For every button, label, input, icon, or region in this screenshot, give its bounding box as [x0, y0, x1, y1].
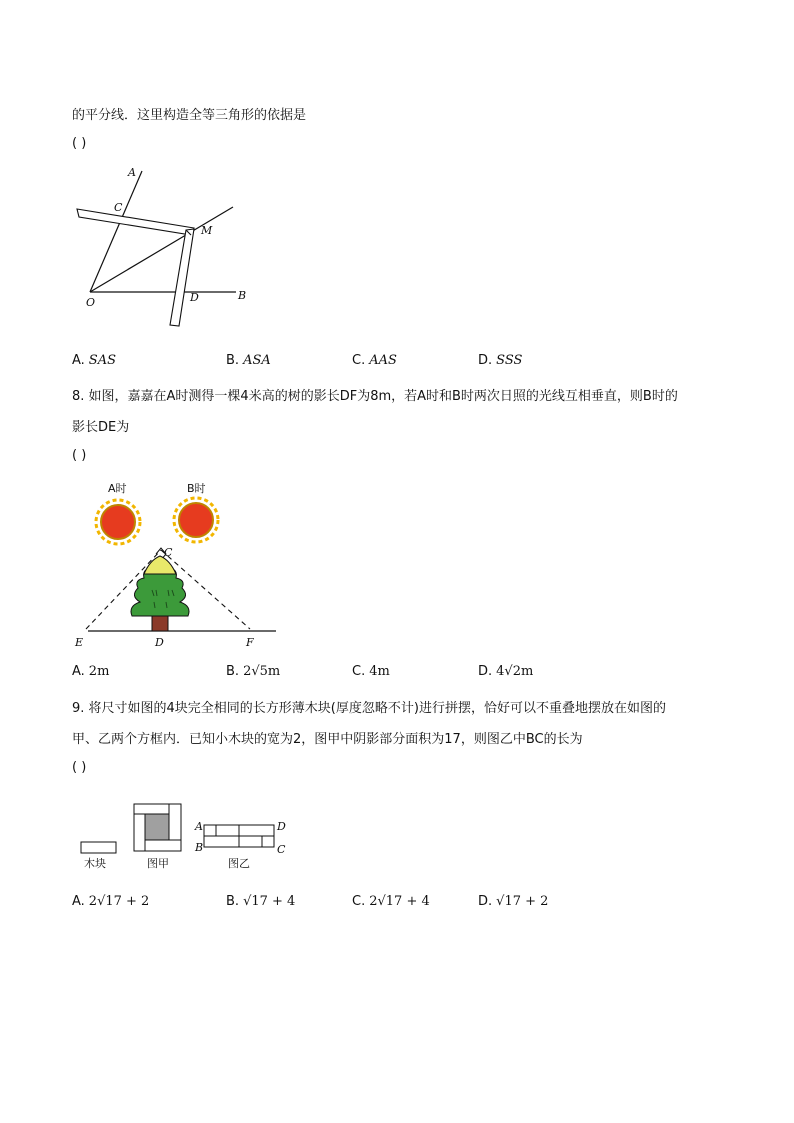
q8-answer-paren: ( ): [72, 448, 87, 463]
figure-yi: [204, 825, 274, 847]
label-a: A: [128, 166, 136, 179]
q8-option-c[interactable]: C. 4m: [352, 664, 390, 679]
q7-figure: [70, 165, 270, 335]
q8-text-line2: 影长DE为: [72, 420, 130, 435]
q9-option-a[interactable]: A. 2√17 + 2: [72, 894, 150, 909]
q7-answer-paren: ( ): [72, 136, 87, 151]
label-a-time: A时: [108, 482, 127, 495]
ray-oa: [90, 171, 142, 292]
q7-text: 的平分线．这里构造全等三角形的依据是: [72, 108, 307, 123]
label-b: B: [195, 841, 204, 854]
q9-option-c[interactable]: C. 2√17 + 4: [352, 894, 430, 909]
figure-jia: [134, 804, 181, 851]
ruler-1: [77, 209, 194, 235]
q8-option-a[interactable]: A. 2m: [72, 664, 110, 679]
label-a: A: [195, 820, 203, 833]
q7-option-c[interactable]: C. AAS: [352, 353, 397, 368]
label-e: E: [75, 636, 84, 649]
label-d: D: [155, 636, 164, 649]
label-block: 木块: [84, 857, 106, 870]
q9-option-d[interactable]: D. √17 + 2: [478, 894, 549, 909]
q8-option-d[interactable]: D. 4√2m: [478, 664, 534, 679]
label-b: B: [238, 289, 247, 302]
q8-figure: [70, 478, 290, 648]
q7-option-d[interactable]: D. SSS: [478, 353, 523, 368]
q7-option-a[interactable]: A. SAS: [72, 353, 116, 368]
label-m: M: [201, 224, 213, 237]
q7-option-b[interactable]: B. ASA: [226, 353, 271, 368]
label-d: D: [190, 291, 199, 304]
q8-text-line1: 8. 如图，嘉嘉在A时测得一棵4米高的树的影长DF为8m，若A时和B时两次日照的光线互相垂直，则B时的: [72, 389, 678, 404]
q9-answer-paren: ( ): [72, 760, 87, 775]
label-f: F: [246, 636, 254, 649]
sun-b-icon: [174, 498, 218, 542]
q9-figure: [76, 800, 306, 880]
label-o: O: [86, 296, 96, 309]
sun-a-icon: [96, 500, 140, 544]
label-fig-yi: 图乙: [228, 857, 250, 870]
q8-option-b[interactable]: B. 2√5m: [226, 664, 281, 679]
label-c: C: [114, 201, 123, 214]
label-b-time: B时: [187, 482, 206, 495]
q9-text-line1: 9. 将尺寸如图的4块完全相同的长方形薄木块(厚度忽略不计)进行拼摆，恰好可以不重叠地摆放在如图的: [72, 701, 666, 716]
ruler-2: [170, 229, 194, 326]
wood-block: [81, 842, 116, 853]
label-c: C: [277, 843, 286, 856]
label-d: D: [277, 820, 286, 833]
q9-text-line2: 甲、乙两个方框内．已知小木块的宽为2，图甲中阴影部分面积为17，则图乙中BC的长为: [72, 732, 583, 747]
label-c: C: [164, 546, 173, 559]
tree-icon: [131, 556, 189, 631]
label-fig-jia: 图甲: [147, 857, 169, 870]
q9-option-b[interactable]: B. √17 + 4: [226, 894, 296, 909]
